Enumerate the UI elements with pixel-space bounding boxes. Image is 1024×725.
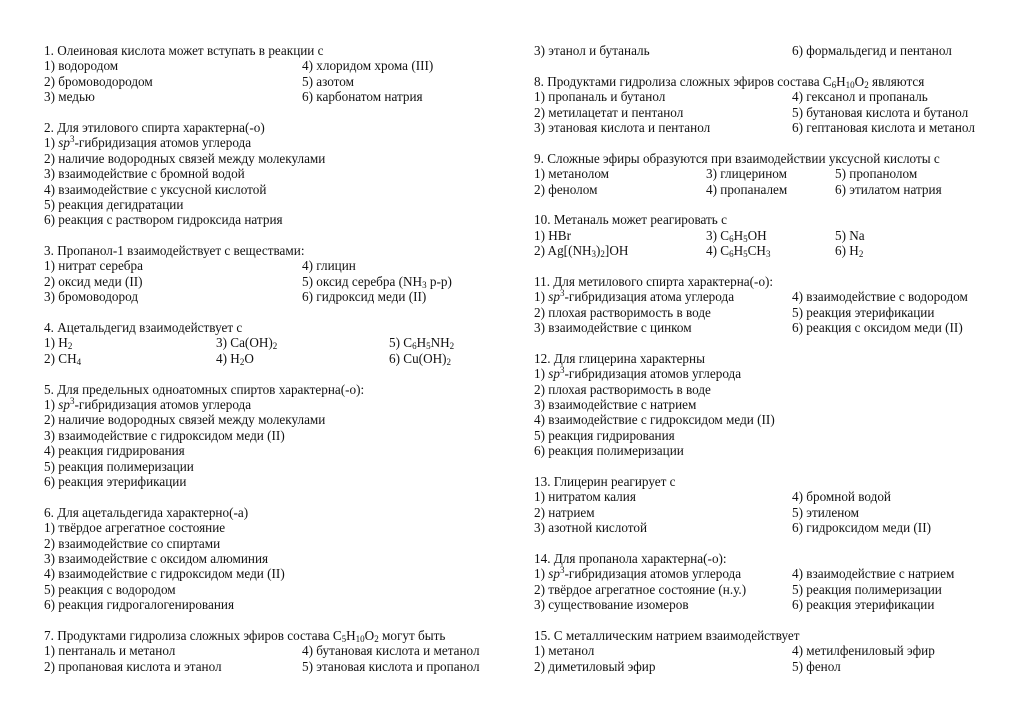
question-block bbox=[44, 243, 506, 305]
answer-option: 2) оксид меди (II) bbox=[44, 273, 143, 289]
answer-option: 6) реакция с раствором гидроксида натрия bbox=[44, 212, 283, 228]
answer-row bbox=[534, 43, 1004, 58]
question-block bbox=[44, 382, 506, 490]
answer-row bbox=[534, 520, 1004, 535]
answer-option: 1) нитратом калия bbox=[534, 489, 636, 505]
answer-option: 2) наличие водородных связей между молекулами bbox=[44, 412, 326, 428]
answer-option: 4) пропаналем bbox=[706, 181, 788, 197]
answer-option: 1) метанолом bbox=[534, 166, 610, 182]
answer-option: 2) плохая растворимость в воде bbox=[534, 304, 711, 320]
answer-option: 2) фенолом bbox=[534, 181, 598, 197]
answer-row bbox=[534, 489, 1004, 504]
answer-row bbox=[534, 182, 1004, 197]
answer-row bbox=[534, 243, 1004, 258]
answer-row bbox=[534, 89, 1004, 104]
answer-option: 6) реакция этерификации bbox=[792, 597, 935, 613]
answer-option: 2) $CH_4$ bbox=[44, 350, 82, 367]
answer-option: 6) реакция с оксидом меди (II) bbox=[792, 320, 963, 336]
answer-row bbox=[534, 505, 1004, 520]
answer-option: 1) $sp^3$-гибридизация атомов углерода bbox=[534, 365, 742, 382]
answer-option: 3) взаимодействие с цинком bbox=[534, 320, 692, 336]
answer-option: 2) пропановая кислота и этанол bbox=[44, 658, 222, 674]
answer-option: 3) взаимодействие с натрием bbox=[534, 396, 697, 412]
answer-option: 1) $sp^3$-гибридизация атомов углерода bbox=[44, 395, 252, 412]
answer-option: 4) $C_6H_5CH_3$ bbox=[706, 243, 771, 260]
answer-option: 3) взаимодействие с бромной водой bbox=[44, 166, 245, 182]
answer-row bbox=[44, 274, 506, 289]
answer-option: 5) $C_6H_5NH_2$ bbox=[389, 335, 455, 352]
answer-option: 1) твёрдое агрегатное состояние bbox=[44, 520, 226, 536]
question-title: 12. Для глицерина характерны bbox=[534, 350, 705, 366]
question-block bbox=[44, 320, 506, 366]
question-title: 2. Для этилового спирта характерна(-о) bbox=[44, 119, 265, 135]
answer-option: 3) существование изомеров bbox=[534, 597, 689, 613]
question-title: 5. Для предельных одноатомных спиртов характерна(-о): bbox=[44, 381, 365, 397]
answer-option: 6) гидроксид меди (II) bbox=[302, 289, 427, 305]
answer-option: 2) взаимодействие со спиртами bbox=[44, 535, 221, 551]
question-block bbox=[44, 628, 506, 674]
answer-row bbox=[534, 228, 1004, 243]
question-block bbox=[44, 505, 506, 613]
question-title: 4. Ацетальдегид взаимодействует с bbox=[44, 320, 243, 336]
question-block bbox=[534, 151, 1004, 197]
answer-option: 4) взаимодействие с водородом bbox=[792, 289, 968, 305]
answer-option: 5) этановая кислота и пропанол bbox=[302, 658, 480, 674]
question-title: 6. Для ацетальдегида характерно(-а) bbox=[44, 504, 249, 520]
answer-option: 1) $sp^3$-гибридизация атомов углерода bbox=[44, 134, 252, 151]
answer-option: 6) карбонатом натрия bbox=[302, 89, 423, 105]
answer-option: 3) бромоводород bbox=[44, 289, 139, 305]
answer-option: 1) водородом bbox=[44, 58, 119, 74]
answer-row bbox=[44, 643, 506, 658]
answer-option: 3) взаимодействие с оксидом алюминия bbox=[44, 550, 269, 566]
answer-option: 3) этановая кислота и пентанол bbox=[534, 119, 711, 135]
answer-row bbox=[534, 566, 1004, 581]
answer-option: 5) фенол bbox=[792, 658, 841, 674]
answer-row bbox=[44, 289, 506, 304]
question-block bbox=[534, 74, 1004, 136]
answer-option: 3) $Ca(OH)_2$ bbox=[216, 335, 278, 352]
answer-option: 6) реакция полимеризации bbox=[534, 443, 684, 459]
answer-option: 4) взаимодействие с натрием bbox=[792, 566, 955, 582]
right-column bbox=[534, 43, 1004, 689]
question-title: 11. Для метилового спирта характерна(-о): bbox=[534, 273, 774, 289]
answer-option: 2) диметиловый эфир bbox=[534, 658, 656, 674]
answer-option: 4) взаимодействие с гидроксидом меди (II) bbox=[534, 412, 775, 428]
answer-option: 3) взаимодействие с гидроксидом меди (II) bbox=[44, 427, 285, 443]
question-title: 14. Для пропанола характерна(-о): bbox=[534, 550, 727, 566]
answer-option: 4) метилфениловый эфир bbox=[792, 643, 935, 659]
question-title: 8. Продуктами гидролиза сложных эфиров состава $C_6H_{10}O_2$ являются bbox=[534, 73, 925, 90]
answer-option: 5) этиленом bbox=[792, 504, 859, 520]
answer-row bbox=[534, 582, 1004, 597]
left-column bbox=[44, 43, 506, 689]
answer-option: 5) реакция гидрирования bbox=[534, 427, 675, 443]
answer-row bbox=[534, 659, 1004, 674]
answer-option: 5) Na bbox=[835, 227, 865, 243]
answer-option: 3) этанол и бутаналь bbox=[534, 43, 650, 58]
answer-option: 1) $H_2$ bbox=[44, 335, 73, 352]
answer-option: 1) пентаналь и метанол bbox=[44, 643, 176, 659]
answer-row bbox=[44, 659, 506, 674]
question-block bbox=[44, 120, 506, 228]
answer-option: 6) $H_2$ bbox=[835, 243, 864, 260]
answer-option: 4) бромной водой bbox=[792, 489, 891, 505]
question-block bbox=[534, 351, 1004, 459]
answer-row bbox=[44, 258, 506, 273]
answer-option: 4) реакция гидрирования bbox=[44, 443, 185, 459]
answer-option: 1) $sp^3$-гибридизация атомов углерода bbox=[534, 565, 742, 582]
answer-row bbox=[534, 120, 1004, 135]
answer-option: 5) реакция с водородом bbox=[44, 581, 176, 597]
question-title: 15. С металлическим натрием взаимодействует bbox=[534, 627, 800, 643]
question-block bbox=[534, 212, 1004, 258]
answer-option: 4) хлоридом хрома (III) bbox=[302, 58, 434, 74]
answer-option: 2) твёрдое агрегатное состояние (н.у.) bbox=[534, 581, 747, 597]
answer-option: 4) $H_2O$ bbox=[216, 350, 254, 367]
answer-option: 6) гептановая кислота и метанол bbox=[792, 119, 975, 135]
question-title: 3. Пропанол-1 взаимодействует с веществами: bbox=[44, 243, 305, 259]
question-title: 10. Метаналь может реагировать с bbox=[534, 212, 727, 228]
answer-option: 3) $C_6H_5OH$ bbox=[706, 227, 767, 244]
question-title: 13. Глицерин реагирует с bbox=[534, 473, 676, 489]
question-title: 1. Олеиновая кислота может вступать в реакции с bbox=[44, 43, 324, 58]
answer-row bbox=[534, 643, 1004, 658]
answer-option: 6) формальдегид и пентанол bbox=[792, 43, 952, 58]
answer-row bbox=[534, 320, 1004, 335]
answer-option: 3) азотной кислотой bbox=[534, 520, 648, 536]
answer-option: 3) медью bbox=[44, 89, 95, 105]
answer-option: 2) бромоводородом bbox=[44, 73, 153, 89]
answer-option: 2) метилацетат и пентанол bbox=[534, 104, 684, 120]
answer-option: 4) глицин bbox=[302, 258, 356, 274]
question-block bbox=[534, 551, 1004, 613]
answer-option: 4) гексанол и пропаналь bbox=[792, 89, 928, 105]
question-title: 7. Продуктами гидролиза сложных эфиров состава $C_5H_{10}O_2$ могут быть bbox=[44, 627, 446, 644]
question-block bbox=[534, 474, 1004, 536]
answer-option: 1) метанол bbox=[534, 643, 595, 659]
answer-row bbox=[44, 351, 506, 366]
answer-row bbox=[534, 166, 1004, 181]
answer-row bbox=[534, 105, 1004, 120]
answer-option: 2) наличие водородных связей между молекулами bbox=[44, 150, 326, 166]
answer-option: 6) $Cu(OH)_2$ bbox=[389, 350, 452, 367]
answer-option: 2) натрием bbox=[534, 504, 595, 520]
answer-option: 3) глицерином bbox=[706, 166, 787, 182]
answer-option: 4) взаимодействие с уксусной кислотой bbox=[44, 181, 267, 197]
question-title: 9. Сложные эфиры образуются при взаимодействии уксусной кислоты с bbox=[534, 150, 940, 166]
answer-row bbox=[534, 305, 1004, 320]
answer-option: 6) реакция гидрогалогенирования bbox=[44, 597, 235, 613]
answer-option: 5) бутановая кислота и бутанол bbox=[792, 104, 969, 120]
answer-option: 1) нитрат серебра bbox=[44, 258, 143, 274]
answer-row bbox=[44, 58, 506, 73]
answer-row bbox=[44, 335, 506, 350]
answer-row bbox=[44, 74, 506, 89]
answer-option: 5) азотом bbox=[302, 73, 354, 89]
answer-option: 6) этилатом натрия bbox=[835, 181, 942, 197]
answer-option: 4) взаимодействие с гидроксидом меди (II) bbox=[44, 566, 285, 582]
answer-option: 5) оксид серебра ($NH_3$ р-р) bbox=[302, 273, 452, 290]
question-block bbox=[44, 43, 506, 105]
answer-option: 6) реакция этерификации bbox=[44, 473, 187, 489]
answer-option: 1) HBr bbox=[534, 227, 571, 243]
answer-option: 4) бутановая кислота и метанол bbox=[302, 643, 480, 659]
answer-row bbox=[44, 89, 506, 104]
answer-option: 5) реакция полимеризации bbox=[792, 581, 942, 597]
answer-option: 1) пропаналь и бутанол bbox=[534, 89, 666, 105]
question-block bbox=[534, 628, 1004, 674]
answer-option: 5) реакция этерификации bbox=[792, 304, 935, 320]
answer-option: 6) гидроксидом меди (II) bbox=[792, 520, 931, 536]
answer-option: 2) $Ag[(NH_3)_2]OH$ bbox=[534, 243, 629, 260]
question-block bbox=[534, 43, 1004, 58]
answer-option: 5) пропанолом bbox=[835, 166, 918, 182]
answer-option: 1) $sp^3$-гибридизация атома углерода bbox=[534, 288, 735, 305]
answer-row bbox=[534, 597, 1004, 612]
answer-row bbox=[534, 289, 1004, 304]
answer-option: 2) плохая растворимость в воде bbox=[534, 381, 711, 397]
question-block bbox=[534, 274, 1004, 336]
answer-option: 5) реакция дегидратации bbox=[44, 196, 184, 212]
answer-option: 5) реакция полимеризации bbox=[44, 458, 194, 474]
